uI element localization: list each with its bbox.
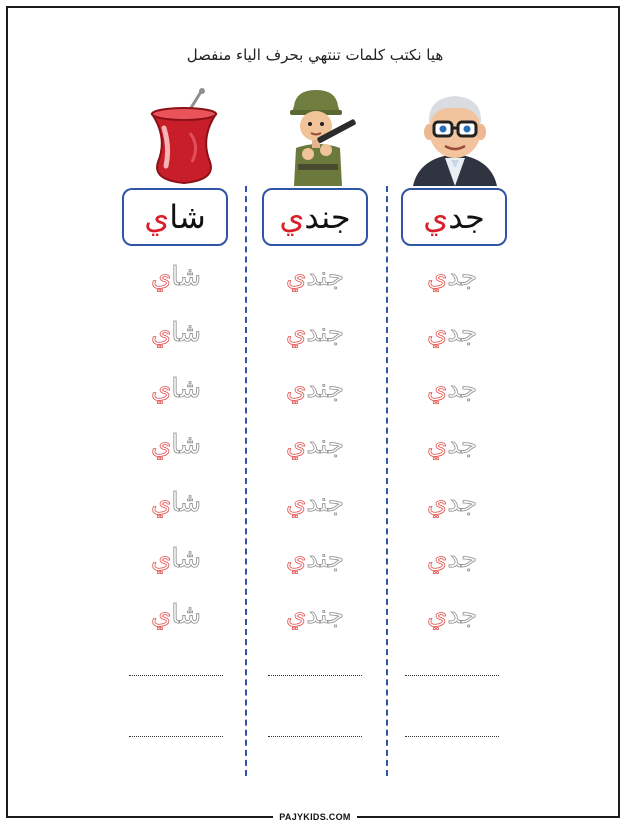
tracing-word <box>116 600 236 630</box>
tracing-ending-ya: ي <box>150 488 172 518</box>
soldier-icon <box>268 88 368 186</box>
tracing-stem: جد <box>447 600 478 630</box>
writing-line[interactable] <box>268 675 362 676</box>
tracing-ending-ya: ي <box>286 600 307 630</box>
tracing-stem: جد <box>447 430 478 460</box>
tracing-ending-ya: ي <box>426 318 448 348</box>
tracing-stem: جند <box>306 430 344 460</box>
tracing-ending-ya: ي <box>426 544 448 574</box>
tracing-stem: جد <box>447 262 478 292</box>
tracing-word <box>255 488 375 518</box>
tracing-ending-ya: ي <box>426 488 448 518</box>
tracing-word <box>392 544 512 574</box>
tracing-ending-ya: ي <box>286 544 307 574</box>
column-divider <box>386 186 388 776</box>
tracing-stem: جد <box>447 544 478 574</box>
tracing-word <box>255 318 375 348</box>
tracing-word <box>116 262 236 292</box>
tracing-ending-ya: ي <box>286 488 307 518</box>
tracing-word <box>392 488 512 518</box>
tracing-stem: شا <box>171 600 202 630</box>
tracing-word <box>255 430 375 460</box>
tracing-ending-ya: ي <box>150 318 172 348</box>
tracing-ending-ya: ي <box>150 430 172 460</box>
writing-line[interactable] <box>405 675 499 676</box>
tracing-word <box>116 318 236 348</box>
word-stem: جد <box>448 198 485 236</box>
word-ending-ya: ي <box>144 198 170 236</box>
writing-line[interactable] <box>129 675 223 676</box>
tracing-ending-ya: ي <box>426 262 448 292</box>
grandfather-icon <box>405 88 505 186</box>
tracing-word <box>255 544 375 574</box>
tracing-word <box>116 544 236 574</box>
tracing-ending-ya: ي <box>150 600 172 630</box>
word-card-shay <box>122 188 228 246</box>
tracing-stem: جند <box>306 262 344 292</box>
tracing-ending-ya: ي <box>426 600 448 630</box>
tracing-stem: جند <box>306 374 344 404</box>
writing-line[interactable] <box>405 736 499 737</box>
tracing-stem: جد <box>447 374 478 404</box>
tracing-word <box>255 600 375 630</box>
column-divider <box>245 186 247 776</box>
tracing-ending-ya: ي <box>150 544 172 574</box>
tracing-stem: شا <box>171 430 202 460</box>
tracing-ending-ya: ي <box>286 430 307 460</box>
tracing-stem: شا <box>171 318 202 348</box>
tracing-ending-ya: ي <box>426 430 448 460</box>
tracing-word <box>392 262 512 292</box>
tracing-word <box>255 262 375 292</box>
tracing-ending-ya: ي <box>286 374 307 404</box>
tracing-stem: جند <box>306 318 344 348</box>
tracing-stem: جد <box>447 318 478 348</box>
worksheet-title: هيا نكتب كلمات تنتهي بحرف الياء منفصل <box>186 46 444 64</box>
writing-line[interactable] <box>129 736 223 737</box>
tracing-word <box>116 430 236 460</box>
tracing-word <box>392 374 512 404</box>
tracing-ending-ya: ي <box>286 262 307 292</box>
tracing-word <box>116 488 236 518</box>
footer-brand <box>0 805 630 824</box>
tracing-ending-ya: ي <box>150 262 172 292</box>
tracing-word <box>255 374 375 404</box>
word-ending-ya: ي <box>279 198 305 236</box>
word-stem: شا <box>169 198 206 236</box>
tracing-word <box>392 430 512 460</box>
writing-line[interactable] <box>268 736 362 737</box>
word-ending-ya: ي <box>423 198 449 236</box>
tracing-ending-ya: ي <box>150 374 172 404</box>
footer-brand-text: PAJYKIDS.COM <box>273 812 356 822</box>
tracing-stem: جند <box>306 600 344 630</box>
word-card-jadi <box>401 188 507 246</box>
tracing-stem: جد <box>447 488 478 518</box>
tracing-ending-ya: ي <box>286 318 307 348</box>
word-stem: جند <box>304 198 351 236</box>
tracing-stem: جند <box>306 544 344 574</box>
tracing-word <box>116 374 236 404</box>
word-card-jundi <box>262 188 368 246</box>
tracing-ending-ya: ي <box>426 374 448 404</box>
tracing-stem: شا <box>171 374 202 404</box>
tracing-stem: شا <box>171 544 202 574</box>
tracing-word <box>392 600 512 630</box>
tea-glass-icon <box>134 88 234 186</box>
tracing-stem: شا <box>171 488 202 518</box>
tracing-word <box>392 318 512 348</box>
tracing-stem: جند <box>306 488 344 518</box>
tracing-stem: شا <box>171 262 202 292</box>
